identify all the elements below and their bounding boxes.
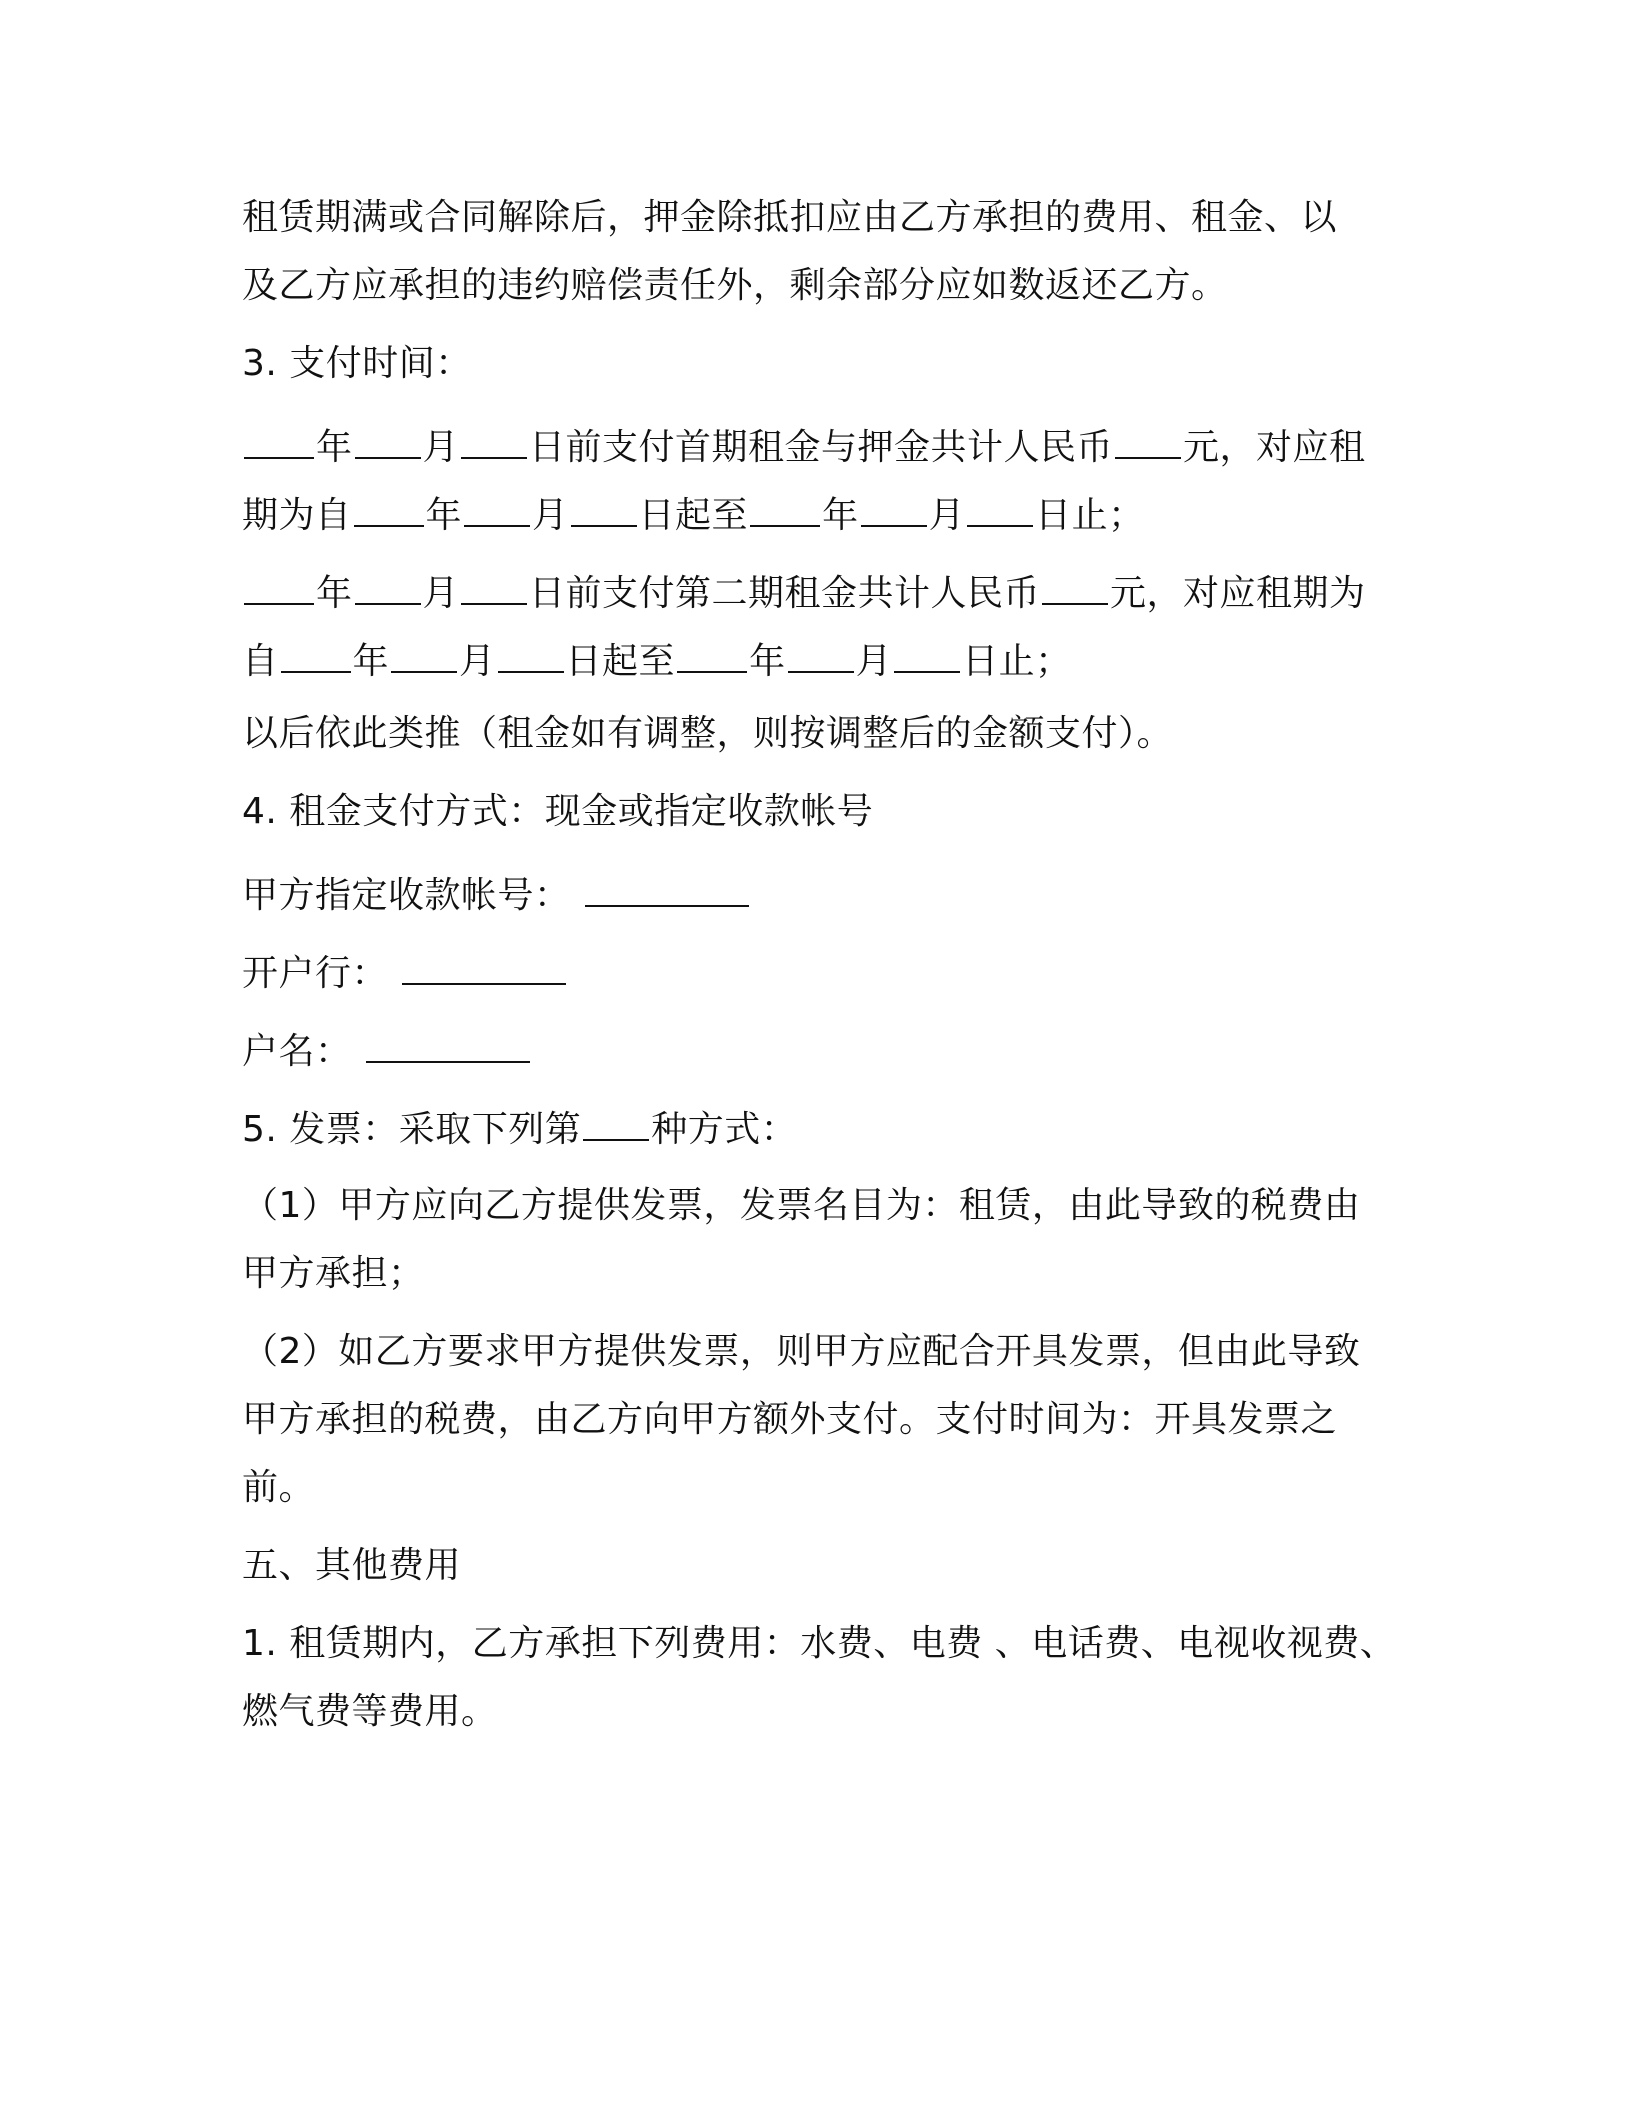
blank-field[interactable] [1115, 425, 1181, 459]
section-other-fees-title: 五、其他费用 [242, 1545, 462, 1586]
second-payment-line-1: 年 月 日前支付第二期租金共计人民币 元，对应租期为 [242, 570, 1366, 618]
blank-field[interactable] [244, 425, 314, 459]
blank-field[interactable] [461, 571, 527, 605]
bank-row [242, 950, 568, 998]
bank-blank[interactable] [402, 951, 566, 985]
fees-line-2: 燃气费等费用。 [242, 1691, 498, 1732]
and-so-on-text: 以后依此类推（租金如有调整，则按调整后的金额支付）。 [242, 713, 1174, 754]
invoice-option-1-line-1: （1）甲方应向乙方提供发票，发票名目为：租赁，由此导致的税费由 [242, 1185, 1361, 1226]
blank-field[interactable] [498, 639, 564, 673]
blank-field[interactable] [355, 571, 421, 605]
blank-field[interactable] [1042, 571, 1108, 605]
invoice-option-2-line-1: （2）如乙方要求甲方提供发票，则甲方应配合开具发票，但由此导致 [242, 1331, 1361, 1372]
blank-field[interactable] [571, 493, 637, 527]
second-payment-line-2: 自 年 月 日起至 年 月 日止； [242, 641, 1072, 682]
first-payment-line-2: 期为自 年 月 日起至 年 月 日止； [242, 495, 1145, 536]
paragraph-deposit-line-1: 租赁期满或合同解除后，押金除抵扣应由乙方承担的费用、租金、以 [242, 197, 1338, 238]
blank-field[interactable] [244, 571, 314, 605]
account-holder-label: 户名： [242, 1031, 352, 1072]
blank-field[interactable] [461, 425, 527, 459]
invoice-option-2-line-3: 前。 [242, 1467, 316, 1508]
blank-field[interactable] [677, 639, 747, 673]
bank-label: 开户行： [242, 953, 389, 994]
account-number-row [242, 872, 751, 920]
blank-field[interactable] [750, 493, 820, 527]
paragraph-deposit-line-2: 及乙方应承担的违约赔偿责任外，剩余部分应如数返还乙方。 [242, 265, 1228, 306]
document-page [242, 0, 1412, 2112]
blank-field[interactable] [967, 493, 1033, 527]
blank-field[interactable] [355, 425, 421, 459]
account-number-label: 甲方指定收款帐号： [242, 875, 571, 916]
section-3-title: 3. 支付时间： [242, 343, 472, 384]
blank-field[interactable] [894, 639, 960, 673]
blank-field[interactable] [788, 639, 854, 673]
blank-field[interactable] [281, 639, 351, 673]
blank-field[interactable] [391, 639, 457, 673]
section-4-title: 4. 租金支付方式：现金或指定收款帐号 [242, 791, 874, 832]
blank-field[interactable] [464, 493, 530, 527]
account-number-blank[interactable] [585, 873, 749, 907]
blank-field[interactable] [354, 493, 424, 527]
account-holder-row [242, 1028, 532, 1076]
invoice-option-1-line-2: 甲方承担； [242, 1253, 425, 1294]
section-5-title: 5. 发票：采取下列第 种方式： [242, 1109, 798, 1150]
fees-line-1: 1. 租赁期内，乙方承担下列费用：水费、电费 、电话费、电视收视费、 [242, 1623, 1397, 1664]
blank-field[interactable] [861, 493, 927, 527]
account-holder-blank[interactable] [366, 1029, 530, 1063]
first-payment-line-1: 年 月 日前支付首期租金与押金共计人民币 元，对应租 [242, 424, 1366, 472]
invoice-option-2-line-2: 甲方承担的税费，由乙方向甲方额外支付。支付时间为：开具发票之 [242, 1399, 1338, 1440]
option-number-blank[interactable] [583, 1107, 649, 1141]
